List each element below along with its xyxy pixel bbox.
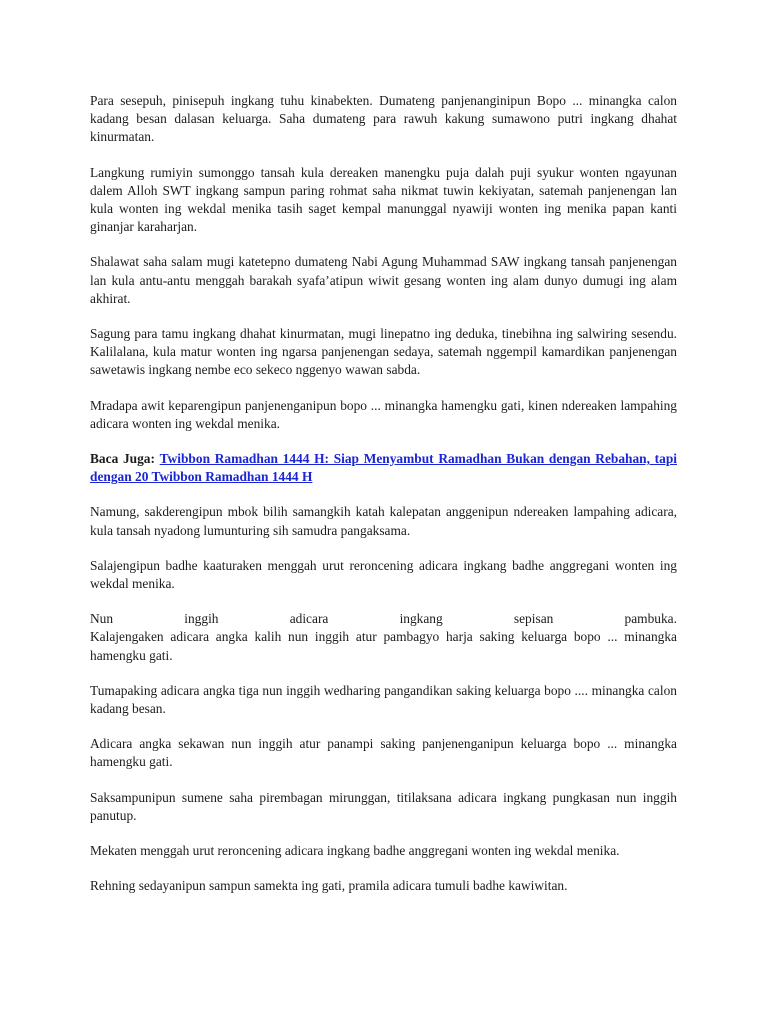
paragraph-mradapa: Mradapa awit keparengipun panjenenganipun bopo ... minangka hamengku gati, kinen ndereaken lampahing adicara wonten ing wekdal menika. — [90, 397, 677, 431]
paragraph-tumapaking: Tumapaking adicara angka tiga nun inggih wedharing pangandikan saking keluarga bopo .... minangka calon kadang besan. — [90, 682, 677, 717]
nun-word: pambuka. — [624, 611, 677, 627]
nun-justified-line — [90, 610, 677, 628]
paragraph-saksampunipun: Saksampunipun sumene saha pirembagan mirunggan, titilaksana adicara ingkang pungkasan nun inggih panutup. — [90, 789, 677, 823]
nun-word: ingkang — [399, 611, 443, 627]
baca-juga — [90, 450, 677, 486]
nun-word: adicara — [289, 611, 329, 627]
baca-juga-label: Baca Juga: — [90, 451, 155, 467]
paragraph-rehning: Rehning sedayanipun sampun samekta ing gati, pramila adicara tumuli badhe kawiwitan. — [90, 878, 568, 894]
paragraph-apology: Sagung para tamu ingkang dhahat kinurmatan, mugi linepatno ing deduka, tinebihna ing salwiring sesendu. Kalilalana, kula matur wonten ing ngarsa panjenengan sedaya, satemah nggempil kamardikan panjenengan sawetawis ingkang nembe eco sekeco nggenyo wawan sabda. — [90, 326, 677, 378]
document-body — [90, 92, 677, 913]
paragraph-nun — [90, 610, 677, 665]
paragraph-mekaten: Mekaten menggah urut reroncening adicara ingkang badhe anggregani wonten ing wekdal menika. — [90, 843, 620, 859]
paragraph-shalawat: Shalawat saha salam mugi katetepno dumateng Nabi Agung Muhammad SAW ingkang tansah panjenengan lan kula antu-antu menggah barakah syafa’atipun wiwit gesang wonten ing alam dunyo dumugi ing alam akhirat. — [90, 254, 677, 306]
nun-word: sepisan — [513, 611, 554, 627]
paragraph-namung: Namung, sakderengipun mbok bilih samangkih katah kalepatan anggenipun ndereaken lampahing adicara, kula tansah nyadong lumunturing sih samudra pangaksama. — [90, 504, 677, 538]
paragraph-salajengipun: Salajengipun badhe kaaturaken menggah urut reroncening adicara ingkang badhe anggregani wonten ing wekdal menika. — [90, 557, 677, 592]
nun-continuation: Kalajengaken adicara angka kalih nun inggih atur pambagyo harja saking keluarga bopo ... minangka hamengku gati. — [90, 629, 677, 663]
nun-word: inggih — [184, 611, 219, 627]
paragraph-sekawan: Adicara angka sekawan nun inggih atur panampi saking panjenenganipun keluarga bopo ... minangka hamengku gati. — [90, 736, 677, 770]
paragraph-salutation: Para sesepuh, pinisepuh ingkang tuhu kinabekten. Dumateng panjenanginipun Bopo ... minangka calon kadang besan dalasan keluarga. Saha dumateng para rawuh kakung sumawono putri ingkang dhahat kinurmatan. — [90, 93, 677, 145]
nun-word: Nun — [90, 611, 114, 627]
baca-juga-link[interactable]: Twibbon Ramadhan 1444 H: Siap Menyambut Ramadhan Bukan dengan Rebahan, tapi dengan 20 Twibbon Ramadhan 1444 H — [90, 451, 677, 485]
paragraph-gratitude: Langkung rumiyin sumonggo tansah kula dereaken manengku puja dalah puji syukur wonten ngayunan dalem Alloh SWT ingkang sampun paring rohmat saha nikmat tuwin kekiyatan, satemah panjenengan lan kula wonten ing wekdal menika tasih saget kempal manunggal nyawiji wonten ing menika papan kanti ginanjar karaharjan. — [90, 164, 677, 235]
